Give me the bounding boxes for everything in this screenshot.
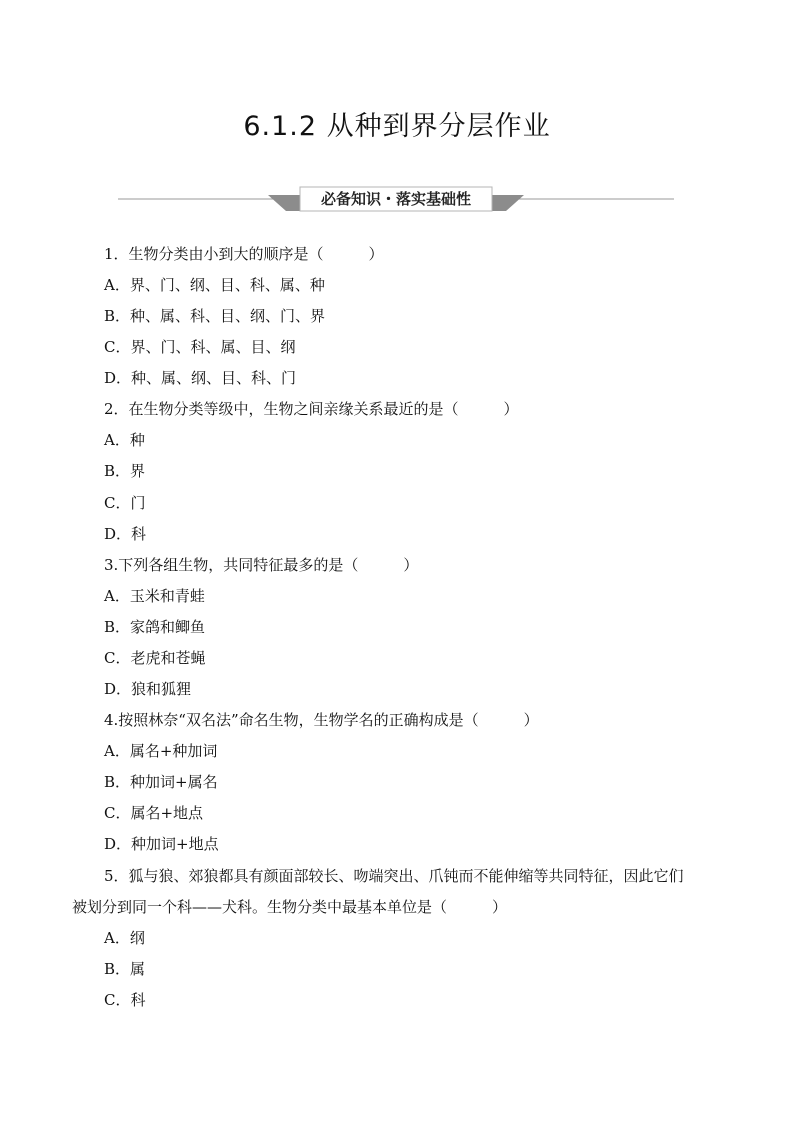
question-1-option-a: A．界、门、纲、目、科、属、种 (104, 276, 325, 294)
question-1-stem: 1．生物分类由小到大的顺序是（ ） (104, 245, 384, 263)
question-5-stem: 5．狐与狼、郊狼都具有颜面部较长、吻端突出、爪钝而不能伸缩等共同特征，因此它们 (104, 867, 684, 885)
question-3-option-b: B．家鸽和鲫鱼 (104, 618, 206, 636)
question-2-option-d: D．科 (104, 525, 147, 543)
question-4-option-d: D．种加词+地点 (104, 835, 219, 853)
section-banner (118, 185, 674, 215)
question-3-option-d: D．狼和狐狸 (104, 680, 192, 698)
question-2-option-c: C．门 (104, 494, 146, 512)
page-title: 6.1.2 从种到界分层作业 (243, 111, 551, 142)
question-3-option-a: A．玉米和青蛙 (104, 587, 205, 605)
question-2-option-a: A．种 (104, 431, 145, 449)
question-4-option-b: B．种加词+属名 (104, 773, 218, 791)
question-2-stem: 2．在生物分类等级中，生物之间亲缘关系最近的是（ ） (104, 400, 519, 418)
question-1-option-c: C．界、门、科、属、目、纲 (104, 338, 296, 356)
question-4-option-a: A．属名+种加词 (104, 742, 218, 760)
section-label: 必备知识・落实基础性 (320, 190, 471, 208)
question-5-option-a: A．纲 (104, 929, 145, 947)
question-3-stem: 3.下列各组生物，共同特征最多的是（ ） (104, 556, 419, 574)
question-3-option-c: C．老虎和苍蝇 (104, 649, 206, 667)
question-5-option-c: C．科 (104, 991, 146, 1009)
question-5-option-b: B．属 (104, 960, 146, 978)
question-5-stem-continued: 被划分到同一个科——犬科。生物分类中最基本单位是（ ） (72, 898, 508, 916)
question-1-option-b: B．种、属、科、目、纲、门、界 (104, 307, 326, 325)
question-4-option-c: C．属名+地点 (104, 804, 204, 822)
question-1-option-d: D．种、属、纲、目、科、门 (104, 369, 297, 387)
question-4-stem: 4.按照林奈“双名法”命名生物，生物学名的正确构成是（ ） (104, 711, 539, 729)
question-2-option-b: B．界 (104, 462, 146, 480)
